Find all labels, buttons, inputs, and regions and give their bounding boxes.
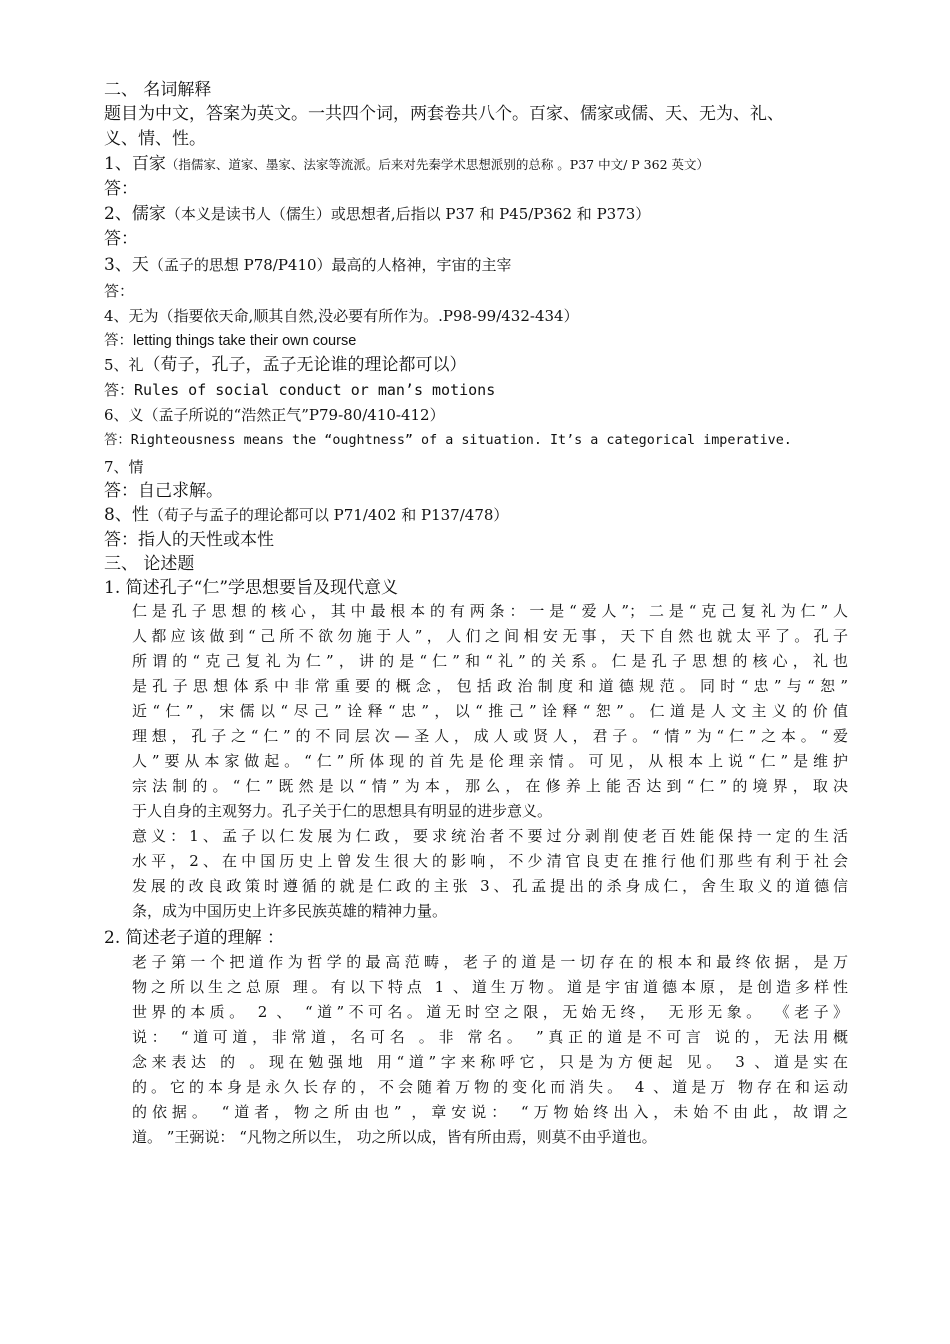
term-item (104, 154, 709, 174)
term-title: 3、天 (104, 255, 149, 275)
term-item (104, 406, 445, 425)
term-note: （荀子，孔子，孟子无论谁的理论都可以） (143, 355, 467, 375)
term-item (104, 204, 650, 224)
body-line: 的。它的本身是永久长存的，不会随着万物的变化而消失。 4 、道是万 物存在和运动 (132, 1078, 848, 1096)
answer-line: 答：Righteousness means the “oughtness” of a situation. It’s a categorical imperative. (104, 433, 792, 448)
body-line: 所谓的“克己复礼为仁”，讲的是“仁”和“礼”的关系。仁是孔子思想的核心，礼也 (132, 652, 848, 670)
body-line: 世界的本质。 2 、 “道”不可名。道无时空之限，无始无终， 无形无象。 《老子》 (132, 1003, 848, 1021)
answer-line: 答：指人的天性或本性 (104, 530, 274, 550)
answer-line: 答：letting things take their own course (104, 333, 357, 349)
term-note: （指儒家、道家、墨家、法家等流派。后来对先秦学术思想派别的总称 。P37 中文/ P 362 英文） (165, 157, 709, 172)
section-heading: 三、 论述题 (104, 554, 195, 574)
meaning-line: 意义：1、孟子以仁发展为仁政，要求统治者不要过分剥削使老百姓能保持一定的生活 (132, 827, 848, 845)
term-note: （荀子与孟子的理论都可以 P71/402 和 P137/478） (148, 506, 509, 524)
body-line: 老子第一个把道作为哲学的最高范畴，老子的道是一切存在的根本和最终依据，是万 (132, 953, 848, 971)
term-item (104, 255, 512, 275)
term-note: （本义是读书人（儒生）或思想者,后指以 P37 和 P45/P362 和 P373） (165, 205, 651, 223)
term-item (104, 505, 508, 525)
body-line: 近“仁”，宋儒以“尽己”诠释“忠”，以“推己”诠释“恕”。仁道是人文主义的价值 (132, 702, 848, 720)
body-line: 理想，孔子之“仁”的不同层次—圣人，成人或贤人，君子。“情”为“仁”之本。“爱 (132, 727, 848, 745)
intro-text: 题目为中文，答案为英文。一共四个词，两套卷共八个。百家、儒家或儒、天、无为、礼、 (104, 104, 784, 124)
body-line: 宗法制的。“仁”既然是以“情”为本，那么，在修养上能否达到“仁”的境界，取决 (132, 777, 848, 795)
intro-text: 义、情、性。 (104, 129, 206, 149)
answer-line: 答： (104, 179, 138, 199)
answer-line: 答：Rules of social conduct or man’s motions (104, 381, 496, 399)
term-item (104, 307, 579, 326)
term-title: 6、义 (104, 406, 144, 424)
body-line: 的依据。 “道者，物之所由也” ，章安说： “万物始终出入，未始不由此，故谓之 (132, 1103, 848, 1121)
body-line: 道。 ”王弼说： “凡物之所以生， 功之所以成，皆有所由焉，则莫不由乎道也。 (132, 1128, 657, 1146)
term-title: 2、儒家 (104, 204, 166, 224)
body-line: 仁是孔子思想的核心，其中最根本的有两条：一是“爱人”；二是“克己复礼为仁”人 (132, 602, 848, 620)
answer-line: 答： (104, 282, 135, 300)
question-title: 2. 简述老子道的理解 ： (104, 928, 285, 948)
term-title: 5、礼 (104, 356, 144, 374)
question-title: 1. 简述孔子“仁”学思想要旨及现代意义 (104, 578, 399, 598)
term-title: 7、情 (104, 458, 144, 476)
body-line: 人都应该做到“己所不欲勿施于人”，人们之间相安无事，天下自然也就太平了。孔子 (132, 627, 848, 645)
term-note: （孟子的思想 P78/P410）最高的人格神，宇宙的主宰 (148, 256, 512, 274)
answer-line: 答： (104, 229, 138, 249)
answer-line: 答：自己求解。 (104, 481, 223, 501)
term-item (104, 355, 467, 375)
body-line: 说： “道可道，非常道，名可名 。非 常名。 ”真正的道是不可言 说的，无法用概 (132, 1028, 848, 1046)
body-line: 是孔子思想体系中非常重要的概念，包括政治制度和道德规范。同时“忠”与“恕” (132, 677, 848, 695)
body-line: 于人自身的主观努力。孔子关于仁的思想具有明显的进步意义。 (132, 802, 553, 820)
body-line: 物之所以生之总原 理。有以下特点 1 、道生万物。道是宇宙道德本原，是创造多样性 (132, 978, 848, 996)
meaning-line: 条，成为中国历史上许多民族英雄的精神力量。 (132, 902, 448, 920)
term-title: 1、百家 (104, 154, 166, 174)
term-title: 8、性 (104, 505, 149, 525)
meaning-line: 水平，2、在中国历史上曾发生很大的影响，不少清官良吏在推行他们那些有利于社会 (132, 852, 848, 870)
section-heading: 二、 名词解释 (104, 80, 212, 100)
term-note: （孟子所说的“浩然正气”P79-80/410-412） (143, 406, 445, 424)
meaning-line: 发展的改良政策时遵循的就是仁政的主张 3、孔孟提出的杀身成仁，舍生取义的道德信 (132, 877, 848, 895)
body-line: 念来表达 的 。现在勉强地 用“道”字来称呼它，只是为方便起 见。 3 、道是实在 (132, 1053, 848, 1071)
body-line: 人”要从本家做起。“仁”所体现的首先是伦理亲情。可见，从根本上说“仁”是维护 (132, 752, 848, 770)
term-title: 4、无为 (104, 307, 159, 325)
term-note: （指要依天命,顺其自然,没必要有所作为。.P98-99/432-434） (158, 307, 579, 325)
